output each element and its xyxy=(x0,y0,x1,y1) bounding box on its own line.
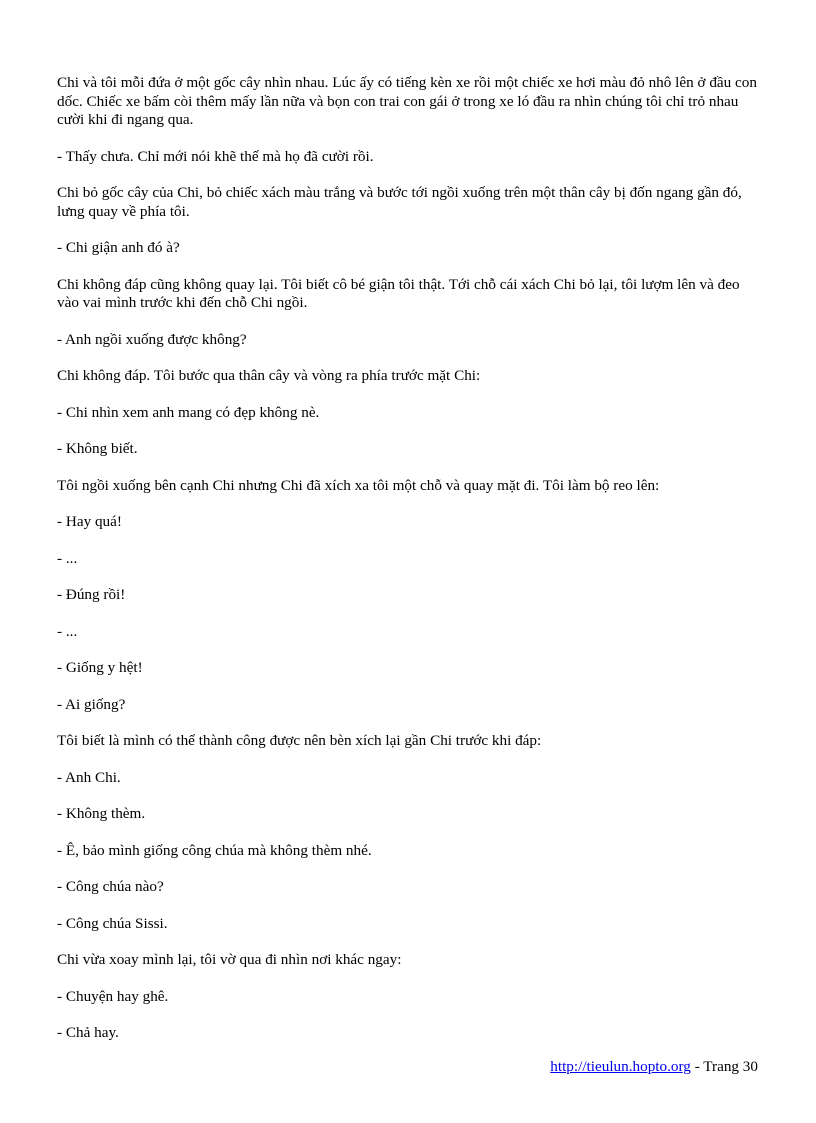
paragraph: - Không thèm. xyxy=(57,805,146,822)
paragraph: - Thấy chưa. Chỉ mới nói khẽ thế mà họ đã cười rồi. xyxy=(57,147,374,165)
page-number: - Trang 30 xyxy=(690,1058,758,1075)
paragraph: - Chả hay. xyxy=(57,1024,119,1041)
paragraph: - Anh ngồi xuống được không? xyxy=(57,330,247,348)
paragraph: - Công chúa nào? xyxy=(57,878,164,895)
paragraph: - ... xyxy=(57,622,78,640)
paragraph: Chi không đáp. Tôi bước qua thân cây và vòng ra phía trước mặt Chi: xyxy=(57,367,481,384)
paragraph: - Ê, bảo mình giống công chúa mà không thèm nhé. xyxy=(57,841,372,859)
paragraph: - Chi giận anh đó à? xyxy=(57,239,180,256)
page-footer xyxy=(550,1058,758,1076)
paragraph: Tôi ngồi xuống bên cạnh Chi nhưng Chi đã xích xa tôi một chỗ và quay mặt đi. Tôi làm bộ reo lên: xyxy=(57,476,660,494)
document-body xyxy=(57,74,762,1061)
paragraph: - Anh Chi. xyxy=(57,768,121,786)
paragraph: - Chi nhìn xem anh mang có đẹp không nè. xyxy=(57,403,320,421)
paragraph: - Công chúa Sissi. xyxy=(57,914,168,932)
paragraph: - Không biết. xyxy=(57,440,138,457)
paragraph: - Hay quá! xyxy=(57,513,122,530)
paragraph: Tôi biết là mình có thể thành công được nên bèn xích lại gần Chi trước khi đáp: xyxy=(57,732,542,749)
paragraph: Chi vừa xoay mình lại, tôi vờ qua đi nhìn nơi khác ngay: xyxy=(57,951,402,968)
paragraph: - Đúng rồi! xyxy=(57,586,126,603)
paragraph: Chi và tôi mỗi đứa ở một gốc cây nhìn nhau. Lúc ấy có tiếng kèn xe rồi một chiếc xe hơi màu đỏ nhô lên ở đầu con dốc. Chiếc xe bấm còi thêm mấy lần nữa và bọn con trai con gái ở trong xe ló đầu ra nhìn chúng tôi chỉ trỏ nhau cười khi đi ngang qua. xyxy=(57,74,757,128)
paragraph: Chi bỏ gốc cây của Chi, bỏ chiếc xách màu trắng và bước tới ngồi xuống trên một thân cây bị đốn ngang gần đó, lưng quay về phía tôi. xyxy=(57,184,742,220)
paragraph: Chi không đáp cũng không quay lại. Tôi biết cô bé giận tôi thật. Tới chỗ cái xách Chi bỏ lại, tôi lượm lên và đeo vào vai mình trước khi đến chỗ Chi ngồi. xyxy=(57,275,740,311)
paragraph: - Giống y hệt! xyxy=(57,659,143,676)
paragraph: - Ai giống? xyxy=(57,695,126,713)
site-link[interactable]: http://tieulun.hopto.org xyxy=(550,1058,691,1075)
paragraph: - ... xyxy=(57,549,78,567)
paragraph: - Chuyện hay ghê. xyxy=(57,987,169,1005)
